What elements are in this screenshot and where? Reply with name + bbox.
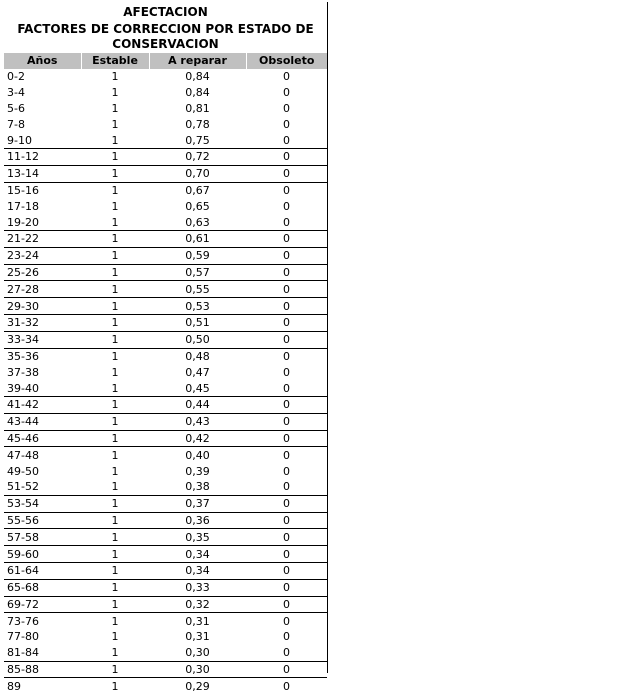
a-reparar-cell: 0,37 (149, 495, 246, 512)
table-body (4, 69, 327, 694)
sheet-subtitle: FACTORES DE CORRECCION POR ESTADO DE CONSERVACION (17, 22, 314, 51)
obsoleto-cell: 0 (283, 70, 290, 84)
a-reparar-cell: 0,34 (149, 562, 246, 579)
years-cell: 27-28 (4, 281, 81, 298)
obsoleto-cell: 0 (246, 562, 327, 579)
years-cell: 11-12 (4, 148, 81, 165)
estable-cell: 1 (81, 148, 149, 165)
a-reparar-cell: 0,31 (185, 630, 210, 644)
a-reparar-cell: 0,72 (149, 148, 246, 165)
a-reparar-cell: 0,45 (185, 381, 210, 395)
a-reparar-cell: 0,59 (149, 247, 246, 264)
column-header-a-reparar: A reparar (149, 53, 246, 69)
table-row (4, 413, 327, 430)
years-cell: 25-26 (4, 264, 81, 281)
obsoleto-cell: 0 (283, 630, 290, 644)
obsoleto-cell: 0 (283, 464, 290, 478)
estable-cell: 1 (81, 413, 149, 430)
obsoleto-cell: 0 (246, 281, 327, 298)
years-cell: 73-76 (4, 613, 81, 629)
table-row (4, 479, 327, 495)
table-row (4, 348, 327, 364)
a-reparar-cell: 0,61 (149, 230, 246, 247)
table-row (4, 331, 327, 348)
obsoleto-cell: 0 (246, 495, 327, 512)
estable-cell: 1 (111, 117, 119, 131)
a-reparar-cell: 0,33 (149, 579, 246, 596)
obsoleto-cell: 0 (246, 546, 327, 563)
a-reparar-cell: 0,55 (149, 281, 246, 298)
obsoleto-cell: 0 (283, 365, 290, 379)
estable-cell: 1 (81, 546, 149, 563)
estable-cell: 1 (81, 281, 149, 298)
table-row (4, 230, 327, 247)
a-reparar-cell: 0,53 (149, 298, 246, 315)
a-reparar-cell: 0,78 (185, 117, 210, 131)
obsoleto-cell: 0 (246, 264, 327, 281)
estable-cell: 1 (81, 613, 149, 629)
years-cell: 17-18 (7, 199, 39, 213)
obsoleto-cell: 0 (246, 148, 327, 165)
years-cell: 35-36 (4, 348, 81, 364)
table-row (4, 281, 327, 298)
years-cell: 7-8 (7, 117, 25, 131)
estable-cell: 1 (111, 381, 119, 395)
a-reparar-cell: 0,47 (185, 365, 210, 379)
years-cell: 31-32 (4, 314, 81, 331)
years-cell: 19-20 (7, 215, 39, 229)
estable-cell: 1 (111, 199, 119, 213)
estable-cell: 1 (81, 579, 149, 596)
table-row (4, 678, 327, 694)
obsoleto-cell: 0 (283, 215, 290, 229)
years-cell: 49-50 (7, 464, 39, 478)
a-reparar-cell: 0,30 (185, 646, 210, 660)
estable-cell: 1 (111, 480, 119, 494)
estable-cell: 1 (111, 464, 119, 478)
years-cell: 53-54 (4, 495, 81, 512)
table-row (4, 495, 327, 512)
estable-cell: 1 (111, 101, 119, 115)
a-reparar-cell: 0,67 (149, 182, 246, 198)
table-row (4, 529, 327, 546)
table-row (4, 298, 327, 315)
estable-cell: 1 (81, 678, 149, 694)
estable-cell: 1 (81, 165, 149, 182)
obsoleto-cell: 0 (283, 381, 290, 395)
obsoleto-cell: 0 (283, 86, 290, 100)
a-reparar-cell: 0,40 (149, 447, 246, 463)
obsoleto-cell: 0 (246, 331, 327, 348)
table-row (4, 430, 327, 447)
a-reparar-cell: 0,35 (149, 529, 246, 546)
obsoleto-cell: 0 (246, 613, 327, 629)
table-row (4, 596, 327, 613)
a-reparar-cell: 0,81 (185, 101, 210, 115)
years-cell: 65-68 (4, 579, 81, 596)
years-cell: 37-38 (7, 365, 39, 379)
estable-cell: 1 (81, 661, 149, 678)
a-reparar-cell: 0,43 (149, 413, 246, 430)
obsoleto-cell: 0 (283, 133, 290, 147)
table-header-row (4, 53, 327, 69)
a-reparar-cell: 0,32 (149, 596, 246, 613)
table-row (4, 613, 327, 629)
table-row (4, 85, 327, 101)
years-cell: 69-72 (4, 596, 81, 613)
table-row (4, 165, 327, 182)
table-row (4, 629, 327, 645)
estable-cell: 1 (81, 596, 149, 613)
years-cell: 89 (4, 678, 81, 694)
obsoleto-cell: 0 (246, 529, 327, 546)
a-reparar-cell: 0,75 (185, 133, 210, 147)
years-cell: 61-64 (4, 562, 81, 579)
a-reparar-cell: 0,39 (185, 464, 210, 478)
estable-cell: 1 (81, 298, 149, 315)
table-row (4, 182, 327, 198)
years-cell: 59-60 (4, 546, 81, 563)
a-reparar-cell: 0,34 (149, 546, 246, 563)
obsoleto-cell: 0 (246, 298, 327, 315)
table-row (4, 579, 327, 596)
obsoleto-cell: 0 (283, 480, 290, 494)
years-cell: 33-34 (4, 331, 81, 348)
years-cell: 0-2 (7, 70, 25, 84)
table-row (4, 264, 327, 281)
years-cell: 9-10 (7, 133, 32, 147)
table-row (4, 562, 327, 579)
obsoleto-cell: 0 (246, 678, 327, 694)
estable-cell: 1 (81, 529, 149, 546)
column-header-estable: Estable (81, 53, 149, 69)
a-reparar-cell: 0,44 (149, 396, 246, 413)
estable-cell: 1 (81, 512, 149, 529)
estable-cell: 1 (81, 314, 149, 331)
years-cell: 51-52 (7, 480, 39, 494)
years-cell: 21-22 (4, 230, 81, 247)
sheet-title: AFECTACION (123, 5, 208, 19)
a-reparar-cell: 0,84 (185, 70, 210, 84)
years-cell: 45-46 (4, 430, 81, 447)
obsoleto-cell: 0 (246, 247, 327, 264)
estable-cell: 1 (111, 630, 119, 644)
obsoleto-cell: 0 (283, 117, 290, 131)
years-cell: 29-30 (4, 298, 81, 315)
correction-factor-sheet (4, 2, 328, 693)
a-reparar-cell: 0,57 (149, 264, 246, 281)
column-header-years: Años (4, 53, 81, 69)
years-cell: 43-44 (4, 413, 81, 430)
table-row (4, 396, 327, 413)
estable-cell: 1 (81, 264, 149, 281)
years-cell: 15-16 (4, 182, 81, 198)
years-cell: 23-24 (4, 247, 81, 264)
a-reparar-cell: 0,70 (149, 165, 246, 182)
table-row (4, 148, 327, 165)
estable-cell: 1 (111, 215, 119, 229)
table-row (4, 116, 327, 132)
a-reparar-cell: 0,51 (149, 314, 246, 331)
table-row (4, 314, 327, 331)
years-cell: 85-88 (4, 661, 81, 678)
estable-cell: 1 (81, 331, 149, 348)
obsoleto-cell: 0 (283, 199, 290, 213)
a-reparar-cell: 0,63 (185, 215, 210, 229)
estable-cell: 1 (111, 133, 119, 147)
years-cell: 55-56 (4, 512, 81, 529)
a-reparar-cell: 0,30 (149, 661, 246, 678)
obsoleto-cell: 0 (246, 182, 327, 198)
table-row (4, 247, 327, 264)
estable-cell: 1 (111, 70, 119, 84)
estable-cell: 1 (81, 247, 149, 264)
years-cell: 47-48 (4, 447, 81, 463)
table-row (4, 69, 327, 85)
years-cell: 81-84 (7, 646, 39, 660)
obsoleto-cell: 0 (246, 396, 327, 413)
obsoleto-cell: 0 (246, 447, 327, 463)
obsoleto-cell: 0 (246, 661, 327, 678)
estable-cell: 1 (81, 447, 149, 463)
column-header-obsoleto: Obsoleto (246, 53, 327, 69)
a-reparar-cell: 0,65 (185, 199, 210, 213)
correction-factor-table (4, 53, 327, 694)
obsoleto-cell: 0 (246, 230, 327, 247)
estable-cell: 1 (81, 348, 149, 364)
a-reparar-cell: 0,84 (185, 86, 210, 100)
a-reparar-cell: 0,31 (149, 613, 246, 629)
a-reparar-cell: 0,38 (185, 480, 210, 494)
table-row (4, 214, 327, 230)
estable-cell: 1 (111, 646, 119, 660)
table-row (4, 380, 327, 396)
a-reparar-cell: 0,36 (149, 512, 246, 529)
obsoleto-cell: 0 (246, 165, 327, 182)
obsoleto-cell: 0 (246, 579, 327, 596)
years-cell: 13-14 (4, 165, 81, 182)
obsoleto-cell: 0 (246, 596, 327, 613)
obsoleto-cell: 0 (246, 430, 327, 447)
estable-cell: 1 (81, 495, 149, 512)
estable-cell: 1 (111, 86, 119, 100)
obsoleto-cell: 0 (246, 512, 327, 529)
years-cell: 39-40 (7, 381, 39, 395)
table-row (4, 101, 327, 117)
a-reparar-cell: 0,50 (149, 331, 246, 348)
table-row (4, 645, 327, 661)
obsoleto-cell: 0 (246, 413, 327, 430)
estable-cell: 1 (81, 396, 149, 413)
estable-cell: 1 (81, 182, 149, 198)
table-row (4, 447, 327, 463)
table-row (4, 198, 327, 214)
table-row (4, 546, 327, 563)
obsoleto-cell: 0 (246, 348, 327, 364)
estable-cell: 1 (81, 430, 149, 447)
table-row (4, 132, 327, 148)
obsoleto-cell: 0 (283, 101, 290, 115)
years-cell: 57-58 (4, 529, 81, 546)
obsoleto-cell: 0 (246, 314, 327, 331)
table-row (4, 463, 327, 479)
years-cell: 41-42 (4, 396, 81, 413)
obsoleto-cell: 0 (283, 646, 290, 660)
estable-cell: 1 (81, 230, 149, 247)
a-reparar-cell: 0,48 (149, 348, 246, 364)
years-cell: 5-6 (7, 101, 25, 115)
table-row (4, 364, 327, 380)
years-cell: 3-4 (7, 86, 25, 100)
estable-cell: 1 (111, 365, 119, 379)
table-row (4, 512, 327, 529)
a-reparar-cell: 0,29 (149, 678, 246, 694)
table-row (4, 661, 327, 678)
years-cell: 77-80 (7, 630, 39, 644)
a-reparar-cell: 0,42 (149, 430, 246, 447)
estable-cell: 1 (81, 562, 149, 579)
